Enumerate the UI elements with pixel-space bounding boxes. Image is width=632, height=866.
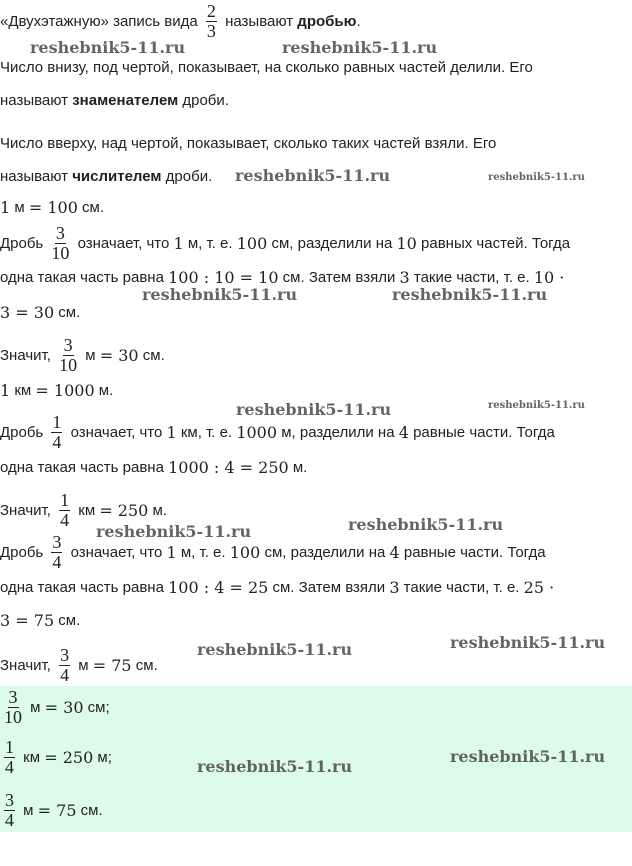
fraction-numerator: 1 (52, 411, 62, 432)
text-segment: дроби. (161, 167, 213, 185)
fraction-numerator: 3 (5, 789, 14, 810)
fraction-numerator: 3 (60, 644, 70, 665)
text-line (0, 572, 554, 602)
fraction-denominator: 10 (4, 706, 22, 727)
text-segment: см, разделили на (267, 234, 397, 252)
math-expression: = 75 (92, 655, 132, 675)
watermark: reshebnik5-11.ru (282, 38, 438, 57)
math-expression: 4 (398, 422, 409, 442)
fraction (4, 688, 22, 727)
text-line (0, 192, 104, 222)
math-expression: 3 = 75 (0, 610, 55, 630)
text-line (0, 222, 571, 263)
text-segment: Дробь (0, 543, 48, 561)
math-expression: = 250 (44, 747, 94, 767)
math-expression: 100 : 10 = 10 (168, 267, 279, 287)
math-expression: 3 = 30 (0, 302, 55, 322)
text-segment: см. (77, 198, 105, 216)
fraction-numerator: 2 (206, 0, 216, 21)
text-segment: м, разделили на (277, 423, 399, 441)
fraction-numerator: 3 (63, 334, 73, 355)
math-expression: 1 (0, 380, 11, 400)
fraction-numerator: 3 (55, 222, 65, 243)
text-segment: такие части, т. е. (399, 578, 524, 596)
text-segment: см, разделили на (260, 543, 390, 561)
text-segment: называют (0, 91, 73, 109)
text-line (0, 297, 80, 327)
math-expression: 1000 (236, 422, 278, 442)
math-expression: 100 : 4 = 25 (168, 577, 269, 597)
text-segment: м (10, 198, 29, 216)
math-expression: = 100 (28, 197, 78, 217)
text-segment: Дробь (0, 423, 48, 441)
watermark: reshebnik5-11.ru (450, 633, 606, 652)
fraction (51, 413, 62, 452)
fraction-denominator: 4 (60, 509, 70, 530)
fraction (51, 224, 69, 263)
fraction-denominator: 4 (5, 809, 14, 830)
text-segment: называют (0, 167, 73, 185)
text-line (0, 489, 167, 530)
text-segment: м; (93, 748, 112, 766)
math-expression: = 250 (99, 500, 149, 520)
text-segment: Значит, (0, 346, 56, 364)
text-segment: равные части. Тогда (408, 423, 555, 441)
answer-line (0, 789, 103, 830)
fraction-numerator: 1 (60, 489, 70, 510)
text-segment: км (19, 748, 45, 766)
watermark: reshebnik5-11.ru (96, 522, 252, 541)
answer-line (0, 736, 112, 777)
text-line (0, 85, 229, 115)
text-segment: означает, что (66, 423, 167, 441)
watermark: reshebnik5-11.ru (236, 400, 392, 419)
math-expression: 10 (396, 233, 417, 253)
answer-line (0, 686, 110, 727)
watermark: reshebnik5-11.ru (30, 38, 186, 57)
fraction-denominator: 4 (60, 664, 70, 685)
fraction (59, 336, 77, 375)
text-segment: м. (288, 458, 308, 476)
text-segment: см. Затем взяли (278, 268, 400, 286)
fraction (4, 738, 15, 777)
fraction-numerator: 3 (8, 686, 18, 707)
fraction-denominator: 10 (59, 354, 78, 375)
text-segment: м. (94, 381, 114, 399)
text-segment: дроби. (178, 91, 229, 109)
math-expression: 4 (389, 542, 400, 562)
text-line (0, 0, 361, 41)
fraction (206, 2, 217, 41)
text-line (0, 644, 158, 685)
text-segment: равные части. Тогда (399, 543, 546, 561)
math-expression: 3 (399, 267, 410, 287)
watermark: reshebnik5-11.ru (488, 172, 585, 183)
math-expression: = 30 (44, 697, 84, 717)
watermark: reshebnik5-11.ru (488, 400, 585, 411)
text-segment: см. (138, 346, 165, 364)
text-segment: Число внизу, под чертой, показывает, на сколько равных частей делили. Его (0, 58, 533, 76)
text-segment: см. (54, 303, 81, 321)
math-expression: 25 · (523, 577, 555, 597)
text-segment: Значит, (0, 501, 56, 519)
bold-term: числителем (72, 167, 162, 185)
text-line (0, 375, 113, 405)
text-segment: см. (76, 801, 103, 819)
text-segment: м (74, 656, 93, 674)
text-segment: м (26, 698, 45, 716)
math-expression: 100 (236, 233, 268, 253)
text-segment: м, т. е. (183, 234, 237, 252)
watermark: reshebnik5-11.ru (450, 747, 606, 766)
fraction (59, 646, 70, 685)
text-segment: означает, что (73, 234, 174, 252)
text-segment: см; (83, 698, 110, 716)
bold-term: дробью (297, 12, 357, 30)
text-segment: Дробь (0, 234, 48, 252)
fraction (51, 533, 62, 572)
math-expression: 100 (229, 542, 261, 562)
fraction-numerator: 1 (5, 736, 14, 757)
text-segment: км (74, 501, 100, 519)
watermark: reshebnik5-11.ru (197, 757, 353, 776)
text-segment: «Двухэтажную» запись вида (0, 12, 202, 30)
text-line (0, 334, 165, 375)
text-segment: м (81, 346, 100, 364)
text-segment: см. (54, 611, 81, 629)
math-expression: 1 (0, 197, 11, 217)
math-expression: 3 (389, 577, 400, 597)
fraction-denominator: 4 (52, 431, 62, 452)
math-expression: 1 (166, 422, 177, 442)
math-expression: 1 (173, 233, 184, 253)
math-expression: = 30 (99, 345, 139, 365)
text-segment: такие части, т. е. (409, 268, 534, 286)
text-segment: означает, что (66, 543, 167, 561)
fraction (4, 791, 15, 830)
text-segment: м. (148, 501, 167, 519)
text-segment: см. Затем взяли (268, 578, 390, 596)
math-expression: 1 (166, 542, 177, 562)
text-segment: м, т. е. (176, 543, 230, 561)
text-line (0, 452, 307, 482)
math-expression: = 75 (37, 800, 77, 820)
math-expression: = 1000 (35, 380, 95, 400)
watermark: reshebnik5-11.ru (235, 166, 391, 185)
fraction-denominator: 4 (5, 756, 14, 777)
text-segment: м (19, 801, 38, 819)
watermark: reshebnik5-11.ru (142, 285, 298, 304)
fraction-denominator: 10 (51, 242, 70, 263)
text-line (0, 128, 496, 158)
text-segment: одна такая часть равна (0, 578, 169, 596)
text-segment: км, т. е. (176, 423, 237, 441)
text-line (0, 605, 80, 635)
bold-term: знаменателем (72, 91, 179, 109)
text-segment: км (10, 381, 36, 399)
text-segment: см. (131, 656, 158, 674)
text-segment: одна такая часть равна (0, 268, 169, 286)
fraction (59, 491, 70, 530)
text-segment: Значит, (0, 656, 56, 674)
math-expression: 10 · (533, 267, 565, 287)
text-segment: одна такая часть равна (0, 458, 169, 476)
fraction-denominator: 4 (52, 551, 62, 572)
math-expression: 1000 : 4 = 250 (168, 457, 289, 477)
text-segment: . (356, 12, 361, 30)
text-segment: называют (220, 12, 298, 30)
text-line (0, 161, 212, 191)
watermark: reshebnik5-11.ru (348, 515, 504, 534)
fraction-denominator: 3 (206, 20, 216, 41)
fraction-numerator: 3 (52, 531, 62, 552)
text-segment: равных частей. Тогда (416, 234, 571, 252)
text-segment: Число вверху, над чертой, показывает, сколько таких частей взяли. Его (0, 134, 497, 152)
watermark: reshebnik5-11.ru (197, 640, 353, 659)
text-line (0, 411, 555, 452)
watermark: reshebnik5-11.ru (392, 285, 548, 304)
